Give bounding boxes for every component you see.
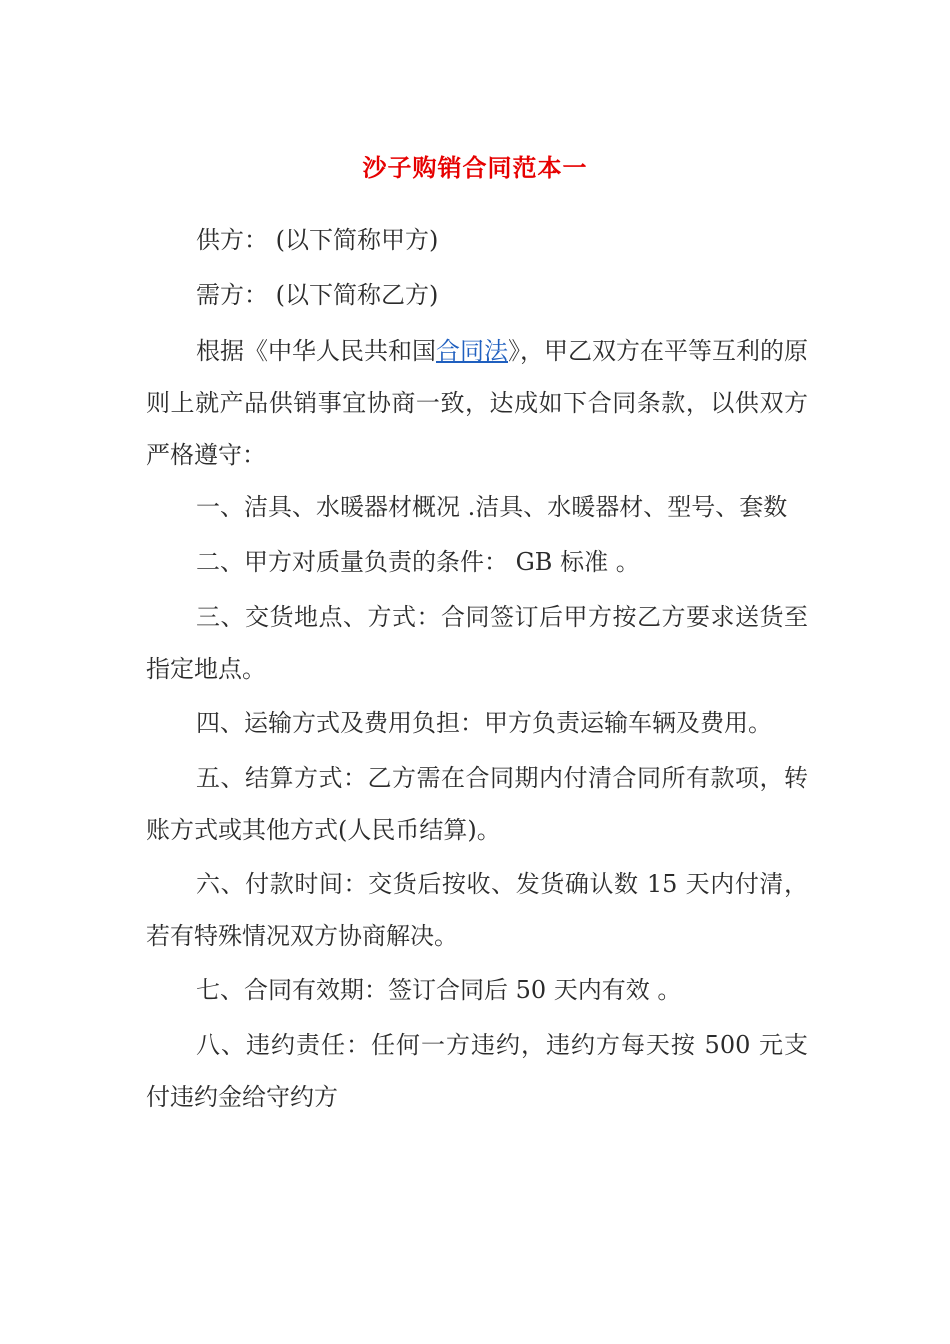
clause-7: 七、合同有效期：签订合同后 50 天内有效 。	[196, 976, 682, 1004]
buyer-line: 需方： (以下简称乙方)	[196, 281, 439, 309]
clause-6: 六、付款时间：交货后按收、发货确认数 15 天内付清，若有特殊情况双方协商解决。	[146, 870, 808, 950]
clause-2: 二、甲方对质量负责的条件： GB 标准 。	[196, 548, 640, 576]
preamble-text-end: 》，甲乙双方在平等互利的原则上就产品供销事宜协商一致，达成如下合同条款，以供双方严格遵守：	[146, 337, 808, 469]
clause-5: 五、结算方式：乙方需在合同期内付清合同所有款项，转账方式或其他方式(人民币结算)。	[146, 764, 808, 844]
preamble-paragraph	[146, 325, 808, 481]
contract-law-link[interactable]: 合同法	[436, 337, 508, 365]
clause-4: 四、运输方式及费用负担：甲方负责运输车辆及费用。	[196, 709, 772, 737]
clause-8: 八、违约责任：任何一方违约，违约方每天按 500 元支付违约金给守约方	[146, 1031, 808, 1111]
clause-3: 三、交货地点、方式：合同签订后甲方按乙方要求送货至指定地点。	[146, 603, 808, 683]
page-title: 沙子购销合同范本一	[362, 153, 588, 182]
preamble-text-start: 根据《中华人民共和国	[196, 337, 436, 365]
supplier-line: 供方： (以下简称甲方)	[196, 226, 439, 254]
clause-1: 一、洁具、水暖器材概况 .洁具、水暖器材、型号、套数	[196, 493, 788, 521]
